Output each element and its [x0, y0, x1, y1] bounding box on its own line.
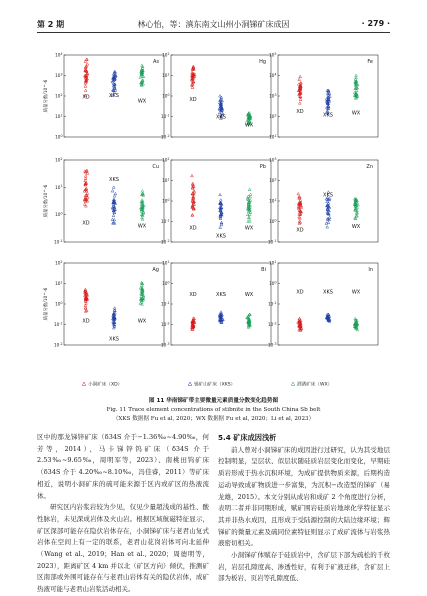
- y-tick-label: $10^{-2}$: [160, 133, 170, 140]
- series-label-xd: XD: [189, 225, 197, 232]
- legend-label: 小洞矿床（XD）: [88, 382, 123, 388]
- section-heading: 5.4 矿床成因浅析: [218, 433, 277, 442]
- paragraph: 小洞锑矿体赋存于硅质岩中，含矿层下部为疏松的千枚岩，岩层孔隙度高、渗透性好，有利于矿液迁移，含矿层上部为板岩、页岩等孔隙度低、: [218, 551, 390, 583]
- running-title: 林心怡，等：滇东南文山州小洞锑矿床成因: [137, 20, 290, 29]
- element-label: Ag: [152, 267, 159, 273]
- y-axis-label: 质量分数/10^-6: [44, 79, 49, 113]
- panel-zn: [268, 157, 378, 245]
- series-label-xks: XKS: [323, 192, 333, 199]
- y-tick-label: $10^{-1}$: [53, 321, 63, 327]
- legend-label: 洒洒矿床（WX）: [297, 382, 333, 388]
- series-label-wx: WX: [351, 110, 361, 117]
- data-point-xd: [297, 192, 300, 195]
- series-label-xks: XKS: [109, 92, 119, 99]
- element-label: Pb: [259, 164, 266, 170]
- data-point-xks: [112, 326, 115, 329]
- y-tick-label: $10^1$: [55, 113, 63, 119]
- right-column: [218, 432, 390, 585]
- legend-marker: [82, 382, 86, 385]
- y-tick-label: $10^{-1}$: [267, 238, 277, 245]
- data-point-xks: [219, 193, 222, 196]
- data-point-wx: [141, 190, 144, 193]
- data-point-xks: [327, 221, 330, 224]
- data-point-xd: [299, 75, 302, 78]
- paragraph: 区中的那龙锑锌矿床（δ34S 介于−1.36‰~4.90‰，何芳等，2014），马卡锑锌钨矿床（δ34S 介于 2.53‰~9.65‰，周明军等，2023）、南桃田钨矿床（δ34S 介于 4.20‰~8.10‰，冯佳睿，2011）等矿床相近，说明小洞矿床的硫可能来源于区内或矿区的热液流体。: [37, 433, 209, 500]
- series-label-xd: XD: [82, 94, 90, 101]
- series-label-xd: XD: [189, 96, 197, 103]
- y-tick-label: $10^{-2}$: [160, 321, 170, 327]
- y-tick-label: $10^0$: [162, 197, 170, 204]
- data-point-xd: [299, 81, 302, 84]
- panel-frame: [64, 263, 164, 345]
- series-label-xks: XKS: [323, 112, 333, 119]
- y-tick-label: $10^{-1}$: [160, 113, 170, 119]
- y-tick-label: $10^{-1}$: [160, 300, 170, 307]
- y-tick-label: $10^0$: [162, 280, 170, 286]
- y-tick-label: $10^{-2}$: [53, 341, 63, 348]
- y-tick-label: $10^0$: [55, 211, 63, 218]
- y-tick-label: $10^1$: [162, 72, 170, 78]
- series-label-xks: XKS: [216, 292, 226, 299]
- y-tick-label: $10^0$: [269, 218, 277, 224]
- series-label-wx: WX: [244, 122, 254, 129]
- y-tick-label: $10^2$: [269, 113, 277, 119]
- y-axis-label: 质量分数/10^-6: [44, 287, 49, 321]
- data-point-wx: [248, 216, 251, 219]
- element-label: Cu: [152, 164, 159, 170]
- panel-frame: [278, 263, 378, 345]
- panel-as: [42, 52, 164, 140]
- y-tick-label: $10^4$: [55, 51, 63, 58]
- issue-number: 第 2 期: [37, 20, 65, 29]
- y-tick-label: $10^1$: [269, 197, 277, 204]
- series-label-wx: WX: [137, 98, 147, 105]
- series-label-xks: XKS: [109, 336, 119, 343]
- element-label: Hg: [259, 59, 266, 65]
- series-label-xks: XKS: [216, 114, 226, 121]
- y-tick-label: $10^0$: [55, 133, 63, 140]
- legend-label: 锡矿山矿床（XKS）: [194, 382, 236, 388]
- y-tick-label: $10^3$: [269, 156, 277, 163]
- y-tick-label: $10^3$: [55, 72, 63, 78]
- data-point-xks: [111, 190, 114, 193]
- figure-caption-cn: 图 11 华南锑矿带主要微量元素质量分数变化趋势图: [148, 398, 279, 404]
- data-point-xks: [114, 192, 117, 195]
- legend-marker: [188, 382, 192, 385]
- data-point-xks: [328, 216, 331, 219]
- series-label-xd: XD: [189, 292, 197, 299]
- series-label-wx: WX: [137, 318, 147, 325]
- data-point-wx: [354, 78, 357, 81]
- left-column: [37, 432, 209, 596]
- data-point-xd: [83, 203, 86, 206]
- figure-caption-en: Fig. 11 Trace element concentrations of stibnite in the South China Sb belt: [106, 407, 321, 413]
- y-tick-label: $10^{-1}$: [53, 238, 63, 245]
- legend-marker: [291, 382, 295, 385]
- y-tick-label: $10^2$: [162, 156, 170, 163]
- series-label-xd: XD: [82, 318, 90, 325]
- y-tick-label: $10^{-2}$: [160, 238, 170, 245]
- page-number: · 279 ·: [361, 19, 390, 28]
- data-point-xd: [84, 175, 87, 178]
- figure-caption-source: （XKS 数据据 Fu et al, 2020；WX 数据据 Fu et al, 2020；Li et al, 2023）: [112, 416, 315, 422]
- panel-fe: [269, 52, 378, 140]
- data-point-wx: [141, 64, 144, 67]
- series-label-wx: WX: [137, 223, 147, 230]
- y-tick-label: $10^1$: [162, 177, 170, 183]
- series-label-xd: XD: [82, 220, 90, 227]
- paragraph: 研究区内岩浆岩较为少见，仅见少量超浅成的基性、酸性脉岩，未见深成岩体及火山岩。根据区域航磁特征显示，矿区深部可能存在隐伏岩体存在，小洞锑矿床与老君山复式岩体在空间上有一定的联系，老君山花岗岩体可向北延伸（Wang et al., 2019；Han et al., 2020；周德明等，2023），距离矿区 4 km 并以北（矿区方向）倾伏，推测矿区南部或外围可能存在与老君山岩体有关的隐伏岩体，成矿热液可能与老君山岩浆活动相关。: [37, 503, 209, 594]
- element-label: Zn: [366, 164, 373, 170]
- y-tick-label: $10^5$: [269, 51, 277, 58]
- data-point-xks: [326, 226, 329, 229]
- data-point-xd: [299, 98, 302, 101]
- y-tick-label: $10^{-3}$: [160, 341, 170, 348]
- data-point-wx: [248, 213, 251, 216]
- y-tick-label: $10^2$: [269, 177, 277, 183]
- y-tick-label: $10^3$: [269, 92, 277, 99]
- series-label-wx: WX: [244, 292, 254, 299]
- data-point-xks: [111, 218, 114, 221]
- panel-frame: [171, 263, 271, 345]
- series-label-wx: WX: [351, 289, 361, 296]
- y-tick-label: $10^2$: [55, 156, 63, 163]
- data-point-xks: [219, 226, 222, 229]
- series-label-xks: XKS: [323, 289, 333, 296]
- panel-in: [268, 260, 378, 348]
- series-label-xd: XD: [296, 289, 304, 296]
- y-tick-label: $10^{-1}$: [160, 218, 170, 224]
- element-label: As: [152, 59, 159, 65]
- data-point-xks: [112, 214, 115, 217]
- data-point-xd: [298, 78, 301, 81]
- paragraph: 前人曾对小洞锑矿床的成因进行过研究，认为其受地层控制明显，呈层状、似层状随硅质岩层变化而变化，早期硅质岩形成于热水沉积环境，为成矿提供物质来源，后期构造运动导致成矿物质进一步富集，为沉积−改造型的锑矿（易龙雄，2015）。本文分别从成岩和成矿 2 个角度进行分析，表明二者并非同期形成，赋矿围岩硅质岩地球化学特征显示其并非热水成因，且形成于受陆源控制的大陆边缘环境；辉锑矿的微量元素及硫同位素特征则显示了成矿流体与岩浆热液密切相关。: [218, 445, 390, 548]
- y-tick-label: $10^{-1}$: [267, 300, 277, 307]
- data-point-xd: [84, 89, 87, 92]
- series-label-xd: XD: [296, 109, 304, 116]
- panel-cu: [42, 157, 164, 245]
- y-tick-label: $10^1$: [269, 259, 277, 266]
- y-tick-label: $10^1$: [162, 259, 170, 266]
- data-point-xd: [191, 174, 194, 177]
- series-label-wx: WX: [244, 225, 254, 232]
- element-label: In: [368, 267, 373, 273]
- data-point-xd: [84, 60, 87, 63]
- element-label: Bi: [261, 267, 266, 273]
- panel-hg: [161, 52, 271, 140]
- panel-bi: [161, 260, 271, 348]
- series-label-xd: XD: [296, 227, 304, 234]
- y-tick-label: $10^0$: [55, 300, 63, 307]
- data-point-xks: [112, 186, 115, 189]
- y-tick-label: $10^1$: [55, 280, 63, 286]
- y-tick-label: $10^2$: [55, 92, 63, 99]
- y-tick-label: $10^2$: [162, 51, 170, 58]
- data-point-xd: [191, 86, 194, 89]
- y-tick-label: $10^1$: [55, 184, 63, 190]
- data-point-wx: [248, 188, 251, 191]
- data-point-xd: [84, 85, 87, 88]
- y-axis-label: 质量分数/10^-6: [44, 184, 49, 218]
- panel-ag: [42, 260, 164, 348]
- y-tick-label: $10^0$: [162, 92, 170, 99]
- element-label: Fe: [367, 59, 373, 65]
- y-tick-label: $10^{-2}$: [267, 321, 277, 327]
- data-point-xd: [298, 102, 301, 105]
- y-tick-label: $10^2$: [55, 259, 63, 266]
- data-point-xd: [84, 177, 87, 180]
- figure-legend: [82, 381, 332, 388]
- y-tick-label: $10^0$: [269, 280, 277, 286]
- data-point-xks: [219, 199, 222, 202]
- panel-pb: [161, 157, 271, 245]
- data-point-wx: [249, 193, 252, 196]
- series-label-xks: XKS: [109, 176, 119, 183]
- series-label-xks: XKS: [216, 233, 226, 240]
- series-label-wx: WX: [351, 223, 361, 230]
- y-tick-label: $10^{-3}$: [267, 341, 277, 348]
- y-tick-label: $10^1$: [269, 133, 277, 140]
- y-tick-label: $10^4$: [269, 72, 277, 78]
